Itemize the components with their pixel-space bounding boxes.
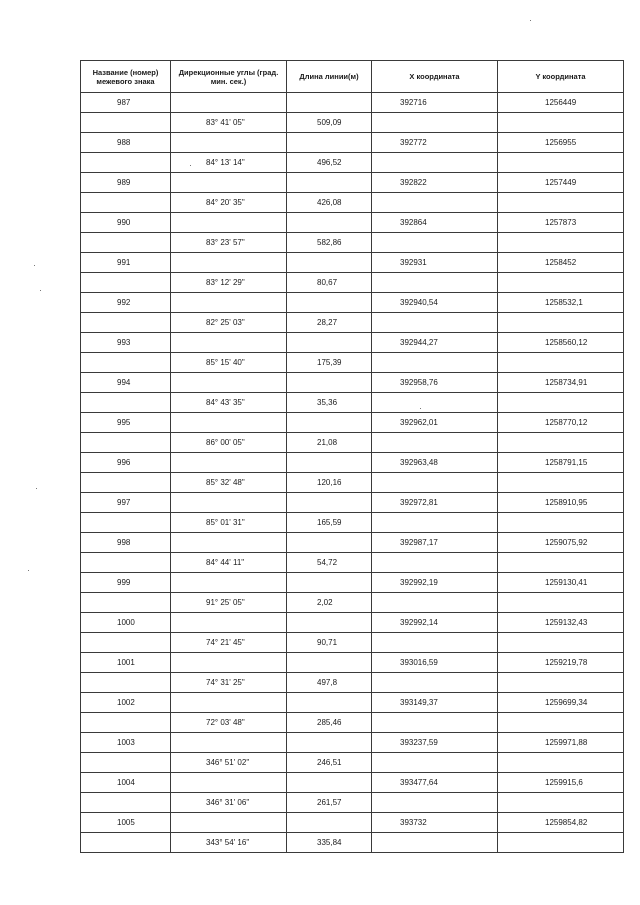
- line-length-cell: 54,72: [287, 553, 372, 573]
- empty-cell: [81, 113, 171, 133]
- empty-cell: [287, 533, 372, 553]
- empty-cell: [171, 293, 287, 313]
- empty-cell: [372, 273, 498, 293]
- empty-cell: [372, 673, 498, 693]
- scan-speck: [40, 290, 41, 291]
- header-line-length: Длина линии(м): [287, 61, 372, 93]
- mark-number-cell: 997: [81, 493, 171, 513]
- empty-cell: [372, 353, 498, 373]
- header-direction-angle: Дирекционные углы (град. мин. сек.): [171, 61, 287, 93]
- y-coordinate-cell: 1259971,88: [498, 733, 624, 753]
- empty-cell: [287, 573, 372, 593]
- direction-angle-cell: 84° 44' 11": [171, 553, 287, 573]
- x-coordinate-cell: 393149,37: [372, 693, 498, 713]
- scan-speck: [530, 20, 531, 21]
- x-coordinate-cell: 392992,14: [372, 613, 498, 633]
- table-row-segment: [81, 353, 624, 373]
- y-coordinate-cell: 1257449: [498, 173, 624, 193]
- line-length-cell: 261,57: [287, 793, 372, 813]
- line-length-cell: 582,86: [287, 233, 372, 253]
- mark-number-cell: 1004: [81, 773, 171, 793]
- table-body: [81, 93, 624, 853]
- table-row-point: [81, 173, 624, 193]
- line-length-cell: 120,16: [287, 473, 372, 493]
- empty-cell: [287, 613, 372, 633]
- table-row-segment: [81, 593, 624, 613]
- table-row-point: [81, 653, 624, 673]
- empty-cell: [372, 633, 498, 653]
- x-coordinate-cell: 392962,01: [372, 413, 498, 433]
- x-coordinate-cell: 392716: [372, 93, 498, 113]
- table-row-segment: [81, 673, 624, 693]
- empty-cell: [171, 173, 287, 193]
- line-length-cell: 335,84: [287, 833, 372, 853]
- line-length-cell: 497,8: [287, 673, 372, 693]
- empty-cell: [171, 773, 287, 793]
- x-coordinate-cell: 392972,81: [372, 493, 498, 513]
- empty-cell: [81, 273, 171, 293]
- direction-angle-cell: 83° 41' 05": [171, 113, 287, 133]
- y-coordinate-cell: 1258910,95: [498, 493, 624, 513]
- table-row-segment: [81, 113, 624, 133]
- table-row-point: [81, 533, 624, 553]
- direction-angle-cell: 85° 15' 40": [171, 353, 287, 373]
- table-row-point: [81, 493, 624, 513]
- empty-cell: [498, 793, 624, 813]
- table-row-point: [81, 293, 624, 313]
- header-y-coordinate: Y координата: [498, 61, 624, 93]
- empty-cell: [81, 633, 171, 653]
- empty-cell: [171, 373, 287, 393]
- empty-cell: [171, 733, 287, 753]
- direction-angle-cell: 343° 54' 16": [171, 833, 287, 853]
- empty-cell: [287, 813, 372, 833]
- empty-cell: [287, 333, 372, 353]
- mark-number-cell: 1005: [81, 813, 171, 833]
- empty-cell: [171, 333, 287, 353]
- table-row-segment: [81, 433, 624, 453]
- empty-cell: [171, 413, 287, 433]
- line-length-cell: 28,27: [287, 313, 372, 333]
- mark-number-cell: 987: [81, 93, 171, 113]
- y-coordinate-cell: 1259219,78: [498, 653, 624, 673]
- scan-speck: [36, 488, 37, 489]
- empty-cell: [287, 213, 372, 233]
- direction-angle-cell: 84° 20' 35": [171, 193, 287, 213]
- line-length-cell: 165,59: [287, 513, 372, 533]
- direction-angle-cell: 84° 13' 14": [171, 153, 287, 173]
- table-row-point: [81, 333, 624, 353]
- empty-cell: [372, 473, 498, 493]
- empty-cell: [287, 373, 372, 393]
- empty-cell: [372, 513, 498, 533]
- empty-cell: [81, 753, 171, 773]
- y-coordinate-cell: 1258532,1: [498, 293, 624, 313]
- empty-cell: [81, 313, 171, 333]
- empty-cell: [372, 153, 498, 173]
- empty-cell: [171, 573, 287, 593]
- x-coordinate-cell: 392987,17: [372, 533, 498, 553]
- empty-cell: [498, 113, 624, 133]
- empty-cell: [498, 473, 624, 493]
- table-row-segment: [81, 233, 624, 253]
- scan-speck: [190, 165, 191, 166]
- table-row-segment: [81, 553, 624, 573]
- empty-cell: [498, 193, 624, 213]
- empty-cell: [81, 233, 171, 253]
- line-length-cell: 496,52: [287, 153, 372, 173]
- empty-cell: [81, 353, 171, 373]
- table-row-segment: [81, 753, 624, 773]
- y-coordinate-cell: 1259130,41: [498, 573, 624, 593]
- mark-number-cell: 990: [81, 213, 171, 233]
- empty-cell: [287, 453, 372, 473]
- empty-cell: [372, 393, 498, 413]
- empty-cell: [287, 493, 372, 513]
- y-coordinate-cell: 1258560,12: [498, 333, 624, 353]
- boundary-marks-table: [80, 60, 624, 853]
- direction-angle-cell: 83° 12' 29": [171, 273, 287, 293]
- table-row-point: [81, 133, 624, 153]
- mark-number-cell: 1003: [81, 733, 171, 753]
- empty-cell: [372, 113, 498, 133]
- table-row-point: [81, 733, 624, 753]
- direction-angle-cell: 74° 21' 45": [171, 633, 287, 653]
- table-header-row: [81, 61, 624, 93]
- empty-cell: [287, 733, 372, 753]
- empty-cell: [171, 93, 287, 113]
- y-coordinate-cell: 1259132,43: [498, 613, 624, 633]
- y-coordinate-cell: 1259915,6: [498, 773, 624, 793]
- empty-cell: [171, 453, 287, 473]
- y-coordinate-cell: 1258452: [498, 253, 624, 273]
- line-length-cell: 35,36: [287, 393, 372, 413]
- empty-cell: [372, 833, 498, 853]
- table-row-point: [81, 613, 624, 633]
- empty-cell: [498, 233, 624, 253]
- mark-number-cell: 1002: [81, 693, 171, 713]
- empty-cell: [498, 833, 624, 853]
- empty-cell: [498, 313, 624, 333]
- empty-cell: [287, 773, 372, 793]
- empty-cell: [81, 593, 171, 613]
- empty-cell: [81, 473, 171, 493]
- empty-cell: [171, 613, 287, 633]
- empty-cell: [498, 513, 624, 533]
- empty-cell: [171, 213, 287, 233]
- header-x-coordinate: X координата: [372, 61, 498, 93]
- direction-angle-cell: 83° 23' 57": [171, 233, 287, 253]
- empty-cell: [372, 193, 498, 213]
- x-coordinate-cell: 393732: [372, 813, 498, 833]
- direction-angle-cell: 85° 32' 48": [171, 473, 287, 493]
- table-row-point: [81, 573, 624, 593]
- empty-cell: [372, 753, 498, 773]
- mark-number-cell: 994: [81, 373, 171, 393]
- mark-number-cell: 998: [81, 533, 171, 553]
- x-coordinate-cell: 393477,64: [372, 773, 498, 793]
- empty-cell: [81, 793, 171, 813]
- direction-angle-cell: 72° 03' 48": [171, 713, 287, 733]
- table-row-point: [81, 773, 624, 793]
- table-row-point: [81, 373, 624, 393]
- table-row-segment: [81, 153, 624, 173]
- empty-cell: [498, 713, 624, 733]
- empty-cell: [81, 433, 171, 453]
- line-length-cell: 21,08: [287, 433, 372, 453]
- mark-number-cell: 993: [81, 333, 171, 353]
- empty-cell: [81, 833, 171, 853]
- table-row-segment: [81, 473, 624, 493]
- table-row-segment: [81, 393, 624, 413]
- empty-cell: [287, 653, 372, 673]
- table-row-segment: [81, 633, 624, 653]
- empty-cell: [287, 293, 372, 313]
- empty-cell: [498, 433, 624, 453]
- empty-cell: [287, 413, 372, 433]
- empty-cell: [171, 493, 287, 513]
- empty-cell: [498, 593, 624, 613]
- empty-cell: [498, 753, 624, 773]
- mark-number-cell: 992: [81, 293, 171, 313]
- table-row-point: [81, 453, 624, 473]
- scan-speck: [28, 570, 29, 571]
- table-row-segment: [81, 513, 624, 533]
- line-length-cell: 246,51: [287, 753, 372, 773]
- table-row-segment: [81, 713, 624, 733]
- y-coordinate-cell: 1259075,92: [498, 533, 624, 553]
- empty-cell: [372, 713, 498, 733]
- empty-cell: [372, 313, 498, 333]
- y-coordinate-cell: 1257873: [498, 213, 624, 233]
- empty-cell: [171, 693, 287, 713]
- mark-number-cell: 995: [81, 413, 171, 433]
- empty-cell: [81, 673, 171, 693]
- empty-cell: [372, 593, 498, 613]
- y-coordinate-cell: 1258770,12: [498, 413, 624, 433]
- empty-cell: [171, 533, 287, 553]
- direction-angle-cell: 82° 25' 03": [171, 313, 287, 333]
- table-row-point: [81, 693, 624, 713]
- table-row-point: [81, 413, 624, 433]
- table-row-point: [81, 93, 624, 113]
- x-coordinate-cell: 393016,59: [372, 653, 498, 673]
- empty-cell: [287, 93, 372, 113]
- mark-number-cell: 999: [81, 573, 171, 593]
- mark-number-cell: 1001: [81, 653, 171, 673]
- empty-cell: [171, 253, 287, 273]
- empty-cell: [372, 433, 498, 453]
- line-length-cell: 285,46: [287, 713, 372, 733]
- table-row-point: [81, 813, 624, 833]
- direction-angle-cell: 346° 31' 06": [171, 793, 287, 813]
- line-length-cell: 90,71: [287, 633, 372, 653]
- x-coordinate-cell: 392822: [372, 173, 498, 193]
- y-coordinate-cell: 1256955: [498, 133, 624, 153]
- empty-cell: [171, 813, 287, 833]
- x-coordinate-cell: 393237,59: [372, 733, 498, 753]
- empty-cell: [81, 553, 171, 573]
- table-row-segment: [81, 193, 624, 213]
- table-row-segment: [81, 833, 624, 853]
- x-coordinate-cell: 392958,76: [372, 373, 498, 393]
- empty-cell: [498, 633, 624, 653]
- mark-number-cell: 996: [81, 453, 171, 473]
- empty-cell: [81, 193, 171, 213]
- empty-cell: [498, 153, 624, 173]
- direction-angle-cell: 346° 51' 02": [171, 753, 287, 773]
- direction-angle-cell: 86° 00' 05": [171, 433, 287, 453]
- empty-cell: [81, 153, 171, 173]
- empty-cell: [498, 353, 624, 373]
- empty-cell: [372, 233, 498, 253]
- empty-cell: [498, 553, 624, 573]
- table-row-point: [81, 253, 624, 273]
- empty-cell: [498, 273, 624, 293]
- empty-cell: [287, 173, 372, 193]
- scan-speck: [34, 265, 35, 266]
- empty-cell: [287, 133, 372, 153]
- direction-angle-cell: 74° 31' 25": [171, 673, 287, 693]
- mark-number-cell: 1000: [81, 613, 171, 633]
- empty-cell: [287, 253, 372, 273]
- line-length-cell: 509,09: [287, 113, 372, 133]
- y-coordinate-cell: 1258734,91: [498, 373, 624, 393]
- mark-number-cell: 989: [81, 173, 171, 193]
- empty-cell: [498, 393, 624, 413]
- table-row-segment: [81, 793, 624, 813]
- empty-cell: [372, 553, 498, 573]
- empty-cell: [287, 693, 372, 713]
- y-coordinate-cell: 1259854,82: [498, 813, 624, 833]
- table-row-segment: [81, 313, 624, 333]
- y-coordinate-cell: 1258791,15: [498, 453, 624, 473]
- line-length-cell: 80,67: [287, 273, 372, 293]
- table-row-point: [81, 213, 624, 233]
- empty-cell: [372, 793, 498, 813]
- empty-cell: [171, 653, 287, 673]
- empty-cell: [81, 393, 171, 413]
- mark-number-cell: 988: [81, 133, 171, 153]
- empty-cell: [81, 713, 171, 733]
- line-length-cell: 426,08: [287, 193, 372, 213]
- header-mark-name: Название (номер) межевого знака: [81, 61, 171, 93]
- scan-speck: [420, 408, 421, 409]
- x-coordinate-cell: 392940,54: [372, 293, 498, 313]
- table-row-segment: [81, 273, 624, 293]
- x-coordinate-cell: 392944,27: [372, 333, 498, 353]
- x-coordinate-cell: 392963,48: [372, 453, 498, 473]
- line-length-cell: 2,02: [287, 593, 372, 613]
- direction-angle-cell: 91° 25' 05": [171, 593, 287, 613]
- empty-cell: [171, 133, 287, 153]
- x-coordinate-cell: 392772: [372, 133, 498, 153]
- y-coordinate-cell: 1259699,34: [498, 693, 624, 713]
- x-coordinate-cell: 392992,19: [372, 573, 498, 593]
- x-coordinate-cell: 392931: [372, 253, 498, 273]
- y-coordinate-cell: 1256449: [498, 93, 624, 113]
- empty-cell: [498, 673, 624, 693]
- line-length-cell: 175,39: [287, 353, 372, 373]
- mark-number-cell: 991: [81, 253, 171, 273]
- direction-angle-cell: 85° 01' 31": [171, 513, 287, 533]
- empty-cell: [81, 513, 171, 533]
- direction-angle-cell: 84° 43' 35": [171, 393, 287, 413]
- x-coordinate-cell: 392864: [372, 213, 498, 233]
